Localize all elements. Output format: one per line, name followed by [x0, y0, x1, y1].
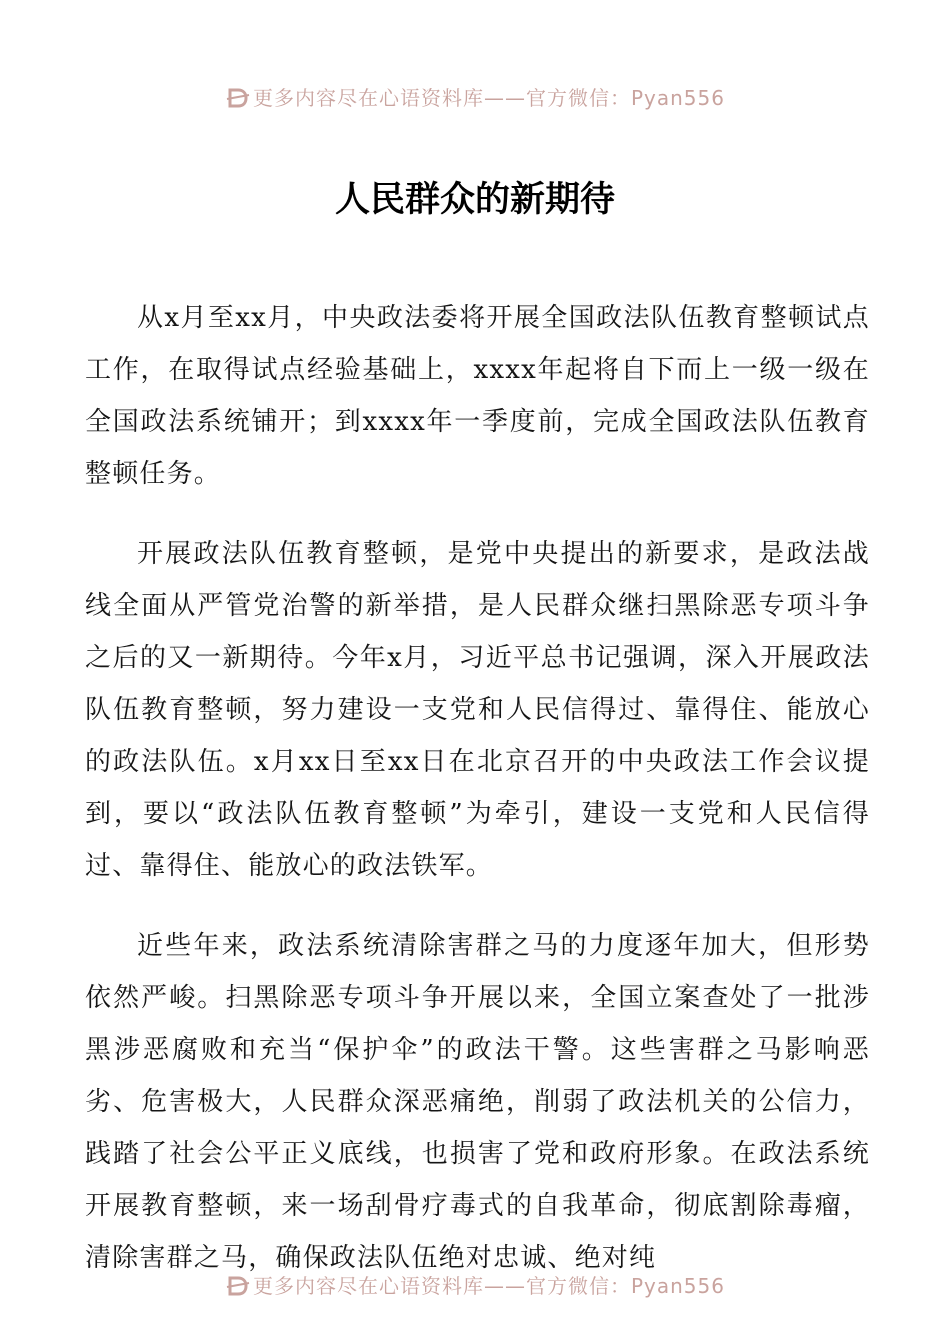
brand-logo-icon — [225, 1275, 251, 1297]
paragraph: 从x月至xx月，中央政法委将开展全国政法队伍教育整顿试点工作，在取得试点经验基础上，xxxx年起将自下而上一级一级在全国政法系统铺开；到xxxx年一季度前，完成全国政法队伍教育整顿任务。 — [85, 303, 870, 489]
watermark-text: 更多内容尽在心语资料库——官方微信：Pyan556 — [252, 86, 725, 110]
document-body — [85, 292, 870, 1312]
watermark-footer — [0, 1274, 950, 1298]
paragraph: 近些年来，政法系统清除害群之马的力度逐年加大，但形势依然严峻。扫黑除恶专项斗争开展以来，全国立案查处了一批涉黑涉恶腐败和充当“保护伞”的政法干警。这些害群之马影响恶劣、危害极大，人民群众深恶痛绝，削弱了政法机关的公信力，践踏了社会公平正义底线，也损害了党和政府形象。在政法系统开展教育整顿，来一场刮骨疗毒式的自我革命，彻底割除毒瘤，清除害群之马，确保政法队伍绝对忠诚、绝对纯 — [85, 931, 870, 1273]
paragraph: 开展政法队伍教育整顿，是党中央提出的新要求，是政法战线全面从严管党治警的新举措，是人民群众继扫黑除恶专项斗争之后的又一新期待。今年x月，习近平总书记强调，深入开展政法队伍教育整顿，努力建设一支党和人民信得过、靠得住、能放心的政法队伍。x月xx日至xx日在北京召开的中央政法工作会议提到，要以“政法队伍教育整顿”为牵引，建设一支党和人民信得过、靠得住、能放心的政法铁军。 — [85, 539, 870, 881]
watermark-header — [0, 86, 950, 110]
brand-logo-icon — [225, 87, 251, 109]
document-title: 人民群众的新期待 — [334, 180, 615, 220]
watermark-text: 更多内容尽在心语资料库——官方微信：Pyan556 — [252, 1274, 725, 1298]
